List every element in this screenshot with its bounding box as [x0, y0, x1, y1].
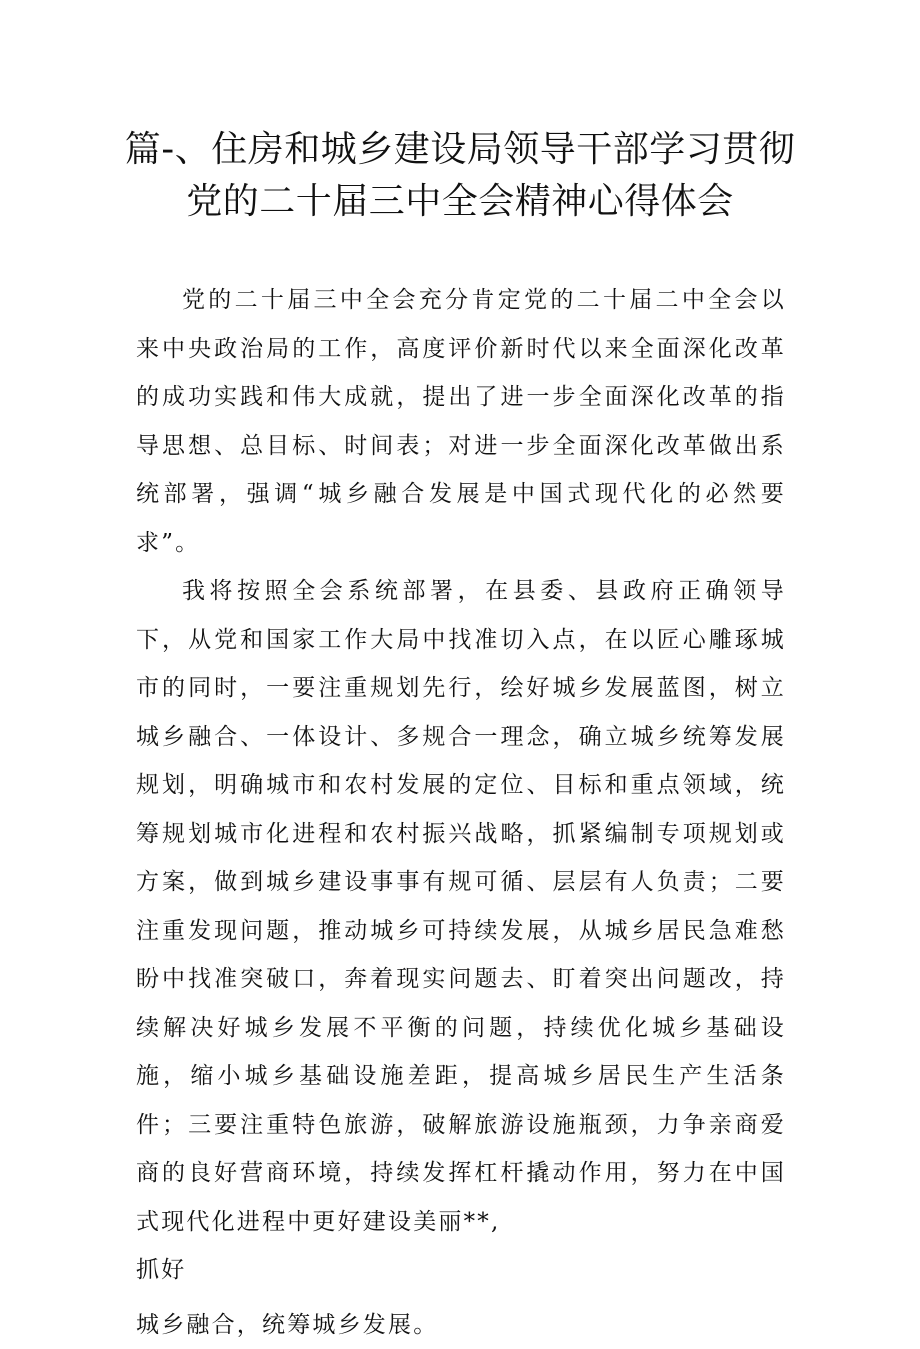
document-title — [90, 124, 830, 228]
paragraph-2: 我将按照全会系统部署，在县委、县政府正确领导下，从党和国家工作大局中找准切入点，在以匠心雕琢城市的同时，一要注重规划先行，绘好城乡发展蓝图，树立城乡融合、一体设计、多规合一理念，确立城乡统筹发展规划，明确城市和农村发展的定位、目标和重点领域，统筹规划城市化进程和农村振兴战略，抓紧编制专项规划或方案，做到城乡建设事事有规可循、层层有人负责；二要注重发现问题，推动城乡可持续发展，从城乡居民急难愁盼中找准突破口，奔着现实问题去、盯着突出问题改，持续解决好城乡发展不平衡的问题，持续优化城乡基础设施，缩小城乡基础设施差距，提高城乡居民生产生活条件；三要注重特色旅游，破解旅游设施瓶颈，力争亲商爱商的良好营商环境，持续发挥杠杆撬动作用，努力在中国式现代化进程中更好建设美丽**, — [136, 567, 786, 1246]
trailing-line-1: 抓好 — [136, 1246, 786, 1295]
document-body — [136, 276, 786, 1349]
title-line-1: 篇-、住房和城乡建设局领导干部学习贯彻 — [90, 124, 830, 176]
title-line-2: 党的二十届三中全会精神心得体会 — [90, 176, 830, 228]
paragraph-1: 党的二十届三中全会充分肯定党的二十届二中全会以来中央政治局的工作，高度评价新时代以来全面深化改革的成功实践和伟大成就，提出了进一步全面深化改革的指导思想、总目标、时间表；对进一步全面深化改革做出系统部署，强调“城乡融合发展是中国式现代化的必然要求”。 — [136, 276, 786, 567]
trailing-line-2: 城乡融合，统筹城乡发展。 — [136, 1301, 786, 1349]
